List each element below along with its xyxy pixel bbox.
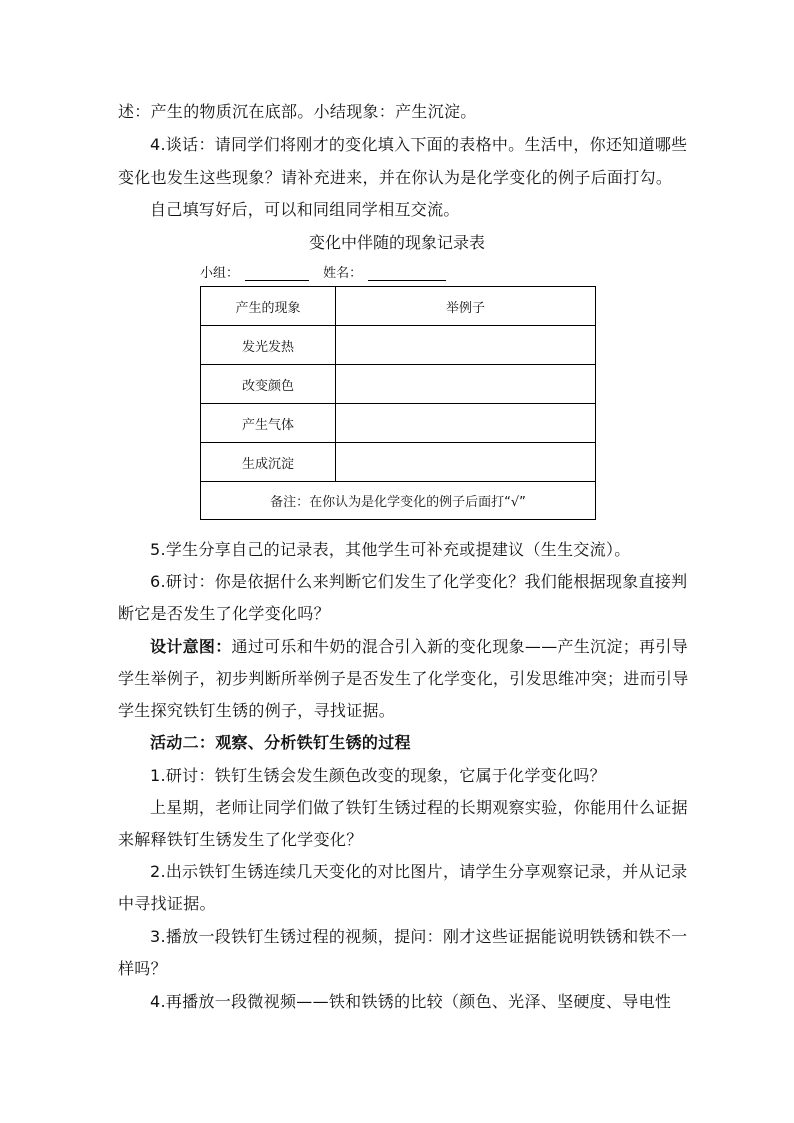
paragraph-text: 4.谈话：请同学们将刚才的变化填入下面的表格中。生活中，你还知道哪些: [150, 135, 688, 154]
header-example: 举例子: [336, 287, 596, 326]
paragraph-text: 通过可乐和牛奶的混合引入新的变化现象——产生沉淀；再引导: [231, 637, 688, 656]
paragraph-text: 中寻找证据。: [118, 894, 216, 913]
example-cell: [336, 326, 596, 365]
table-fill-line: [200, 262, 446, 281]
phenomenon-cell: 发光发热: [201, 326, 336, 365]
paragraph-text: 变化也发生这些现象？请补充进来，并在你认为是化学变化的例子后面打勾。: [118, 168, 673, 187]
table-row: [201, 326, 596, 365]
design-intent-label: 设计意图：: [150, 637, 232, 656]
paragraph-text: 上星期，老师让同学们做了铁钉生锈过程的长期观察实验，你能用什么证据: [150, 798, 688, 817]
phenomenon-cell: 改变颜色: [201, 365, 336, 404]
paragraph-text: 学生举例子，初步判断所举例子是否发生了化学变化，引发思维冲突；进而引导: [118, 669, 689, 688]
table-note: 备注：在你认为是化学变化的例子后面打“√”: [201, 482, 596, 520]
example-cell: [336, 443, 596, 482]
name-blank: [368, 266, 446, 281]
paragraph-text: 学生探究铁钉生锈的例子，寻找证据。: [118, 701, 396, 720]
table-header-row: [201, 287, 596, 326]
example-cell: [336, 365, 596, 404]
paragraph-text: 6.研讨：你是依据什么来判断它们发生了化学变化？我们能根据现象直接判: [150, 572, 688, 591]
phenomenon-cell: 生成沉淀: [201, 443, 336, 482]
activity-heading: 活动二：观察、分析铁钉生锈的过程: [150, 733, 411, 752]
name-label: 姓名：: [323, 266, 363, 281]
table-row: [201, 404, 596, 443]
design-intent-paragraph: [150, 630, 710, 663]
header-phenomenon: 产生的现象: [201, 287, 336, 326]
paragraph-text: 5.学生分享自己的记录表，其他学生可补充或提建议（生生交流）。: [150, 540, 631, 559]
paragraph-text: 来解释铁钉生锈发生了化学变化？: [118, 830, 363, 849]
paragraph-text: 自己填写好后，可以和同组同学相互交流。: [150, 200, 460, 219]
table-note-row: [201, 482, 596, 520]
table-row: [201, 443, 596, 482]
group-blank: [245, 266, 309, 281]
paragraph-text: 样吗？: [118, 959, 167, 978]
paragraph-text: 断它是否发生了化学变化吗？: [118, 604, 330, 623]
record-table: [200, 286, 596, 520]
table-row: [201, 365, 596, 404]
paragraph-text: 3.播放一段铁钉生锈过程的视频，提问：刚才这些证据能说明铁锈和铁不一: [150, 927, 688, 946]
paragraph-text: 述：产生的物质沉在底部。小结现象：产生沉淀。: [118, 102, 477, 121]
group-label: 小组：: [200, 266, 240, 281]
paragraph-text: 2.出示铁钉生锈连续几天变化的对比图片，请学生分享观察记录，并从记录: [150, 862, 688, 881]
table-title: 变化中伴随的现象记录表: [308, 233, 485, 252]
phenomenon-cell: 产生气体: [201, 404, 336, 443]
paragraph-text: 1.研讨：铁钉生锈会发生颜色改变的现象，它属于化学变化吗？: [150, 766, 606, 785]
example-cell: [336, 404, 596, 443]
paragraph-text: 4.再播放一段微视频——铁和铁锈的比较（颜色、光泽、坚硬度、导电性: [150, 992, 672, 1011]
